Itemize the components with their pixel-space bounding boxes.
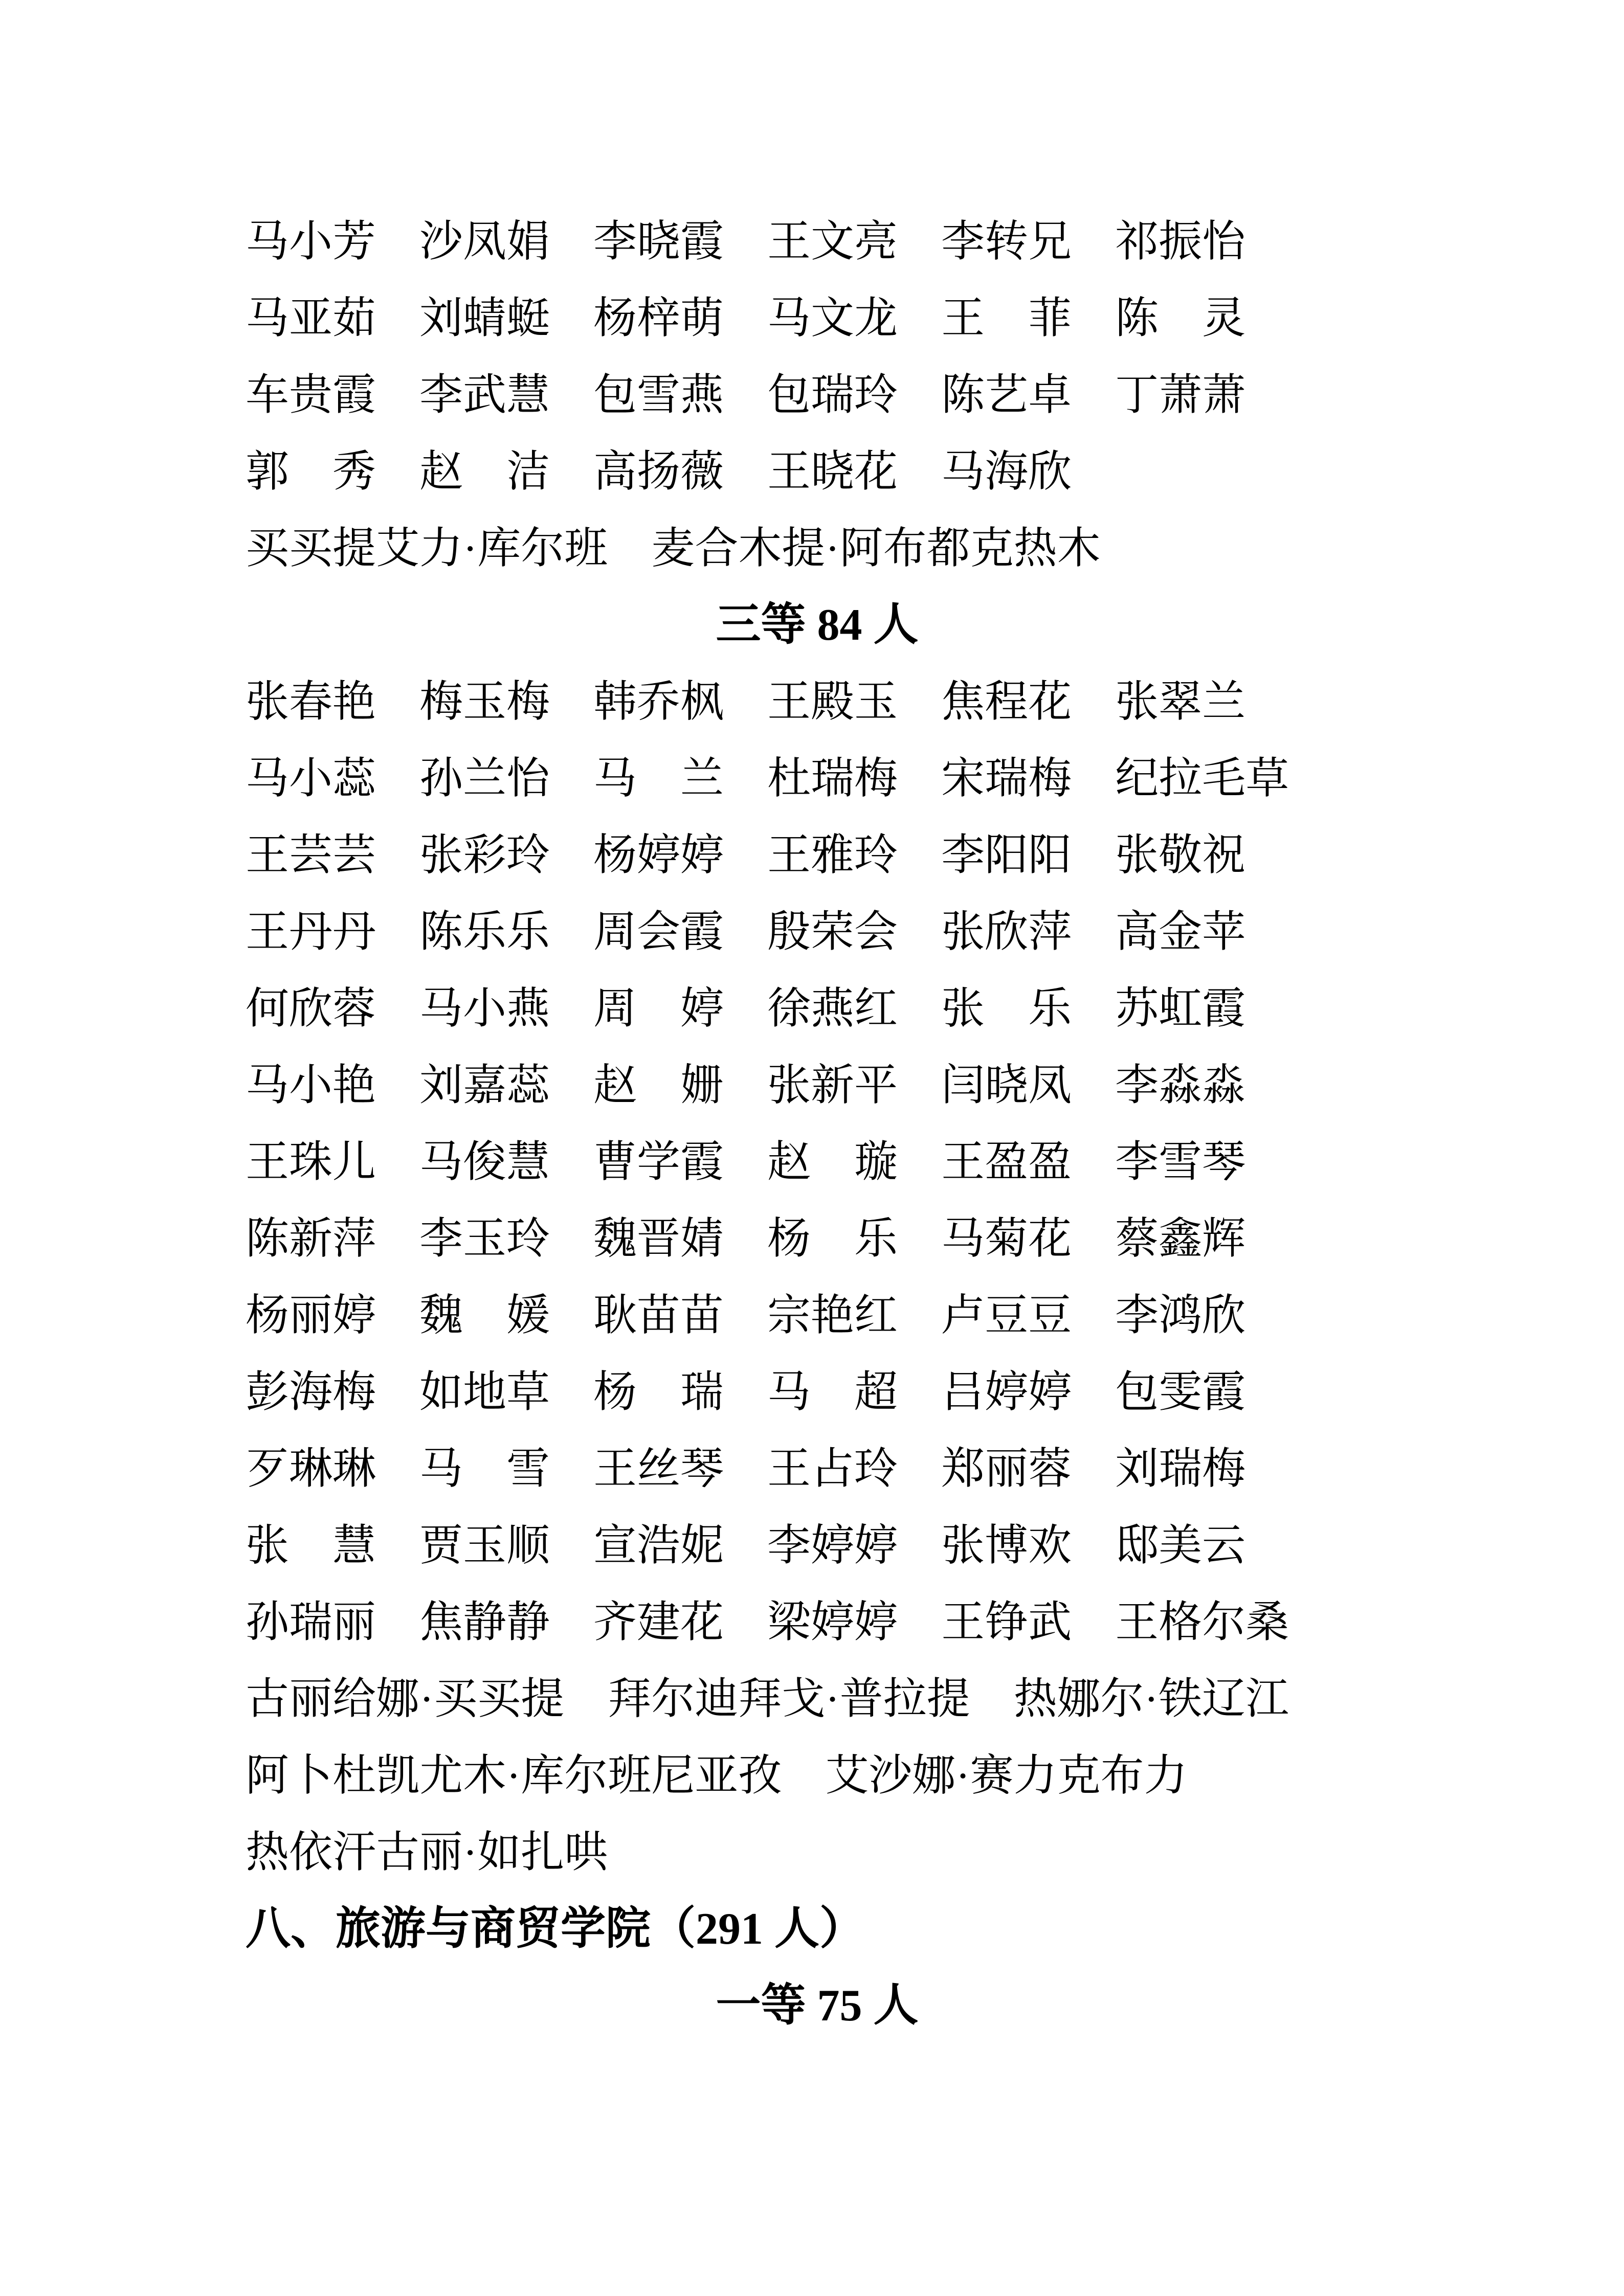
person-name: 赵 姗 bbox=[593, 1062, 724, 1110]
person-name: 刘瑞梅 bbox=[1115, 1445, 1246, 1493]
person-name: 魏晋婧 bbox=[593, 1215, 724, 1263]
person-name: 马小蕊 bbox=[246, 755, 376, 803]
name-row bbox=[246, 1354, 1389, 1431]
person-name: 张 乐 bbox=[941, 985, 1072, 1033]
person-name: 韩乔枫 bbox=[593, 678, 724, 726]
person-name: 王文亮 bbox=[767, 218, 898, 266]
person-name: 王雅玲 bbox=[767, 831, 898, 880]
person-name: 张博欢 bbox=[941, 1522, 1072, 1570]
person-name: 麦合木提·阿布都克热木 bbox=[651, 525, 1101, 573]
person-name: 王铮武 bbox=[941, 1599, 1072, 1647]
person-name: 马小芳 bbox=[246, 218, 376, 266]
person-name: 李雪琴 bbox=[1115, 1138, 1246, 1186]
person-name: 热依汗古丽·如扎哄 bbox=[246, 1829, 608, 1877]
person-name: 丁萧萧 bbox=[1115, 371, 1246, 419]
person-name: 蔡鑫辉 bbox=[1115, 1215, 1246, 1263]
person-name: 王 菲 bbox=[941, 295, 1072, 343]
person-name: 李阳阳 bbox=[941, 831, 1072, 880]
person-name: 赵 洁 bbox=[419, 448, 550, 496]
name-row bbox=[246, 1738, 1389, 1814]
person-name: 王格尔桑 bbox=[1115, 1599, 1289, 1647]
grade-three-name-list bbox=[246, 664, 1389, 1891]
person-name: 拜尔迪拜戈·普拉提 bbox=[608, 1675, 970, 1723]
name-row bbox=[246, 1584, 1389, 1661]
person-name: 宣浩妮 bbox=[593, 1522, 724, 1570]
person-name: 张翠兰 bbox=[1115, 678, 1246, 726]
person-name: 殷荣会 bbox=[767, 908, 898, 956]
person-name: 李婷婷 bbox=[767, 1522, 898, 1570]
person-name: 沙凤娟 bbox=[419, 218, 550, 266]
person-name: 马 兰 bbox=[593, 755, 724, 803]
person-name: 马小艳 bbox=[246, 1062, 376, 1110]
person-name: 焦程花 bbox=[941, 678, 1072, 726]
name-row bbox=[246, 971, 1389, 1047]
name-row bbox=[246, 1507, 1389, 1584]
person-name: 何欣蓉 bbox=[246, 985, 376, 1033]
name-row bbox=[246, 894, 1389, 971]
person-name: 耿苗苗 bbox=[593, 1292, 724, 1340]
person-name: 王丝琴 bbox=[593, 1445, 724, 1493]
person-name: 李晓霞 bbox=[593, 218, 724, 266]
person-name: 宋瑞梅 bbox=[941, 755, 1072, 803]
person-name: 马 超 bbox=[767, 1368, 898, 1416]
person-name: 杨丽婷 bbox=[246, 1292, 376, 1340]
person-name: 周 婷 bbox=[593, 985, 724, 1033]
name-row bbox=[246, 1047, 1389, 1124]
name-row bbox=[246, 1201, 1389, 1277]
person-name: 马俊慧 bbox=[419, 1138, 550, 1186]
person-name: 李转兄 bbox=[941, 218, 1072, 266]
person-name: 焦静静 bbox=[419, 1599, 550, 1647]
person-name: 王丹丹 bbox=[246, 908, 376, 956]
name-row bbox=[246, 1431, 1389, 1507]
person-name: 杜瑞梅 bbox=[767, 755, 898, 803]
person-name: 纪拉毛草 bbox=[1115, 755, 1289, 803]
name-row bbox=[246, 1661, 1389, 1738]
person-name: 马 雪 bbox=[419, 1445, 550, 1493]
person-name: 张欣萍 bbox=[941, 908, 1072, 956]
person-name: 孙兰怡 bbox=[419, 755, 550, 803]
person-name: 王珠儿 bbox=[246, 1138, 376, 1186]
name-row bbox=[246, 817, 1389, 894]
person-name: 孙瑞丽 bbox=[246, 1599, 376, 1647]
person-name: 热娜尔·铁辽江 bbox=[1013, 1675, 1289, 1723]
person-name: 吕婷婷 bbox=[941, 1368, 1072, 1416]
person-name: 张 慧 bbox=[246, 1522, 376, 1570]
person-name: 高扬薇 bbox=[593, 448, 724, 496]
person-name: 彭海梅 bbox=[246, 1368, 376, 1416]
person-name: 包雯霞 bbox=[1115, 1368, 1246, 1416]
name-row bbox=[246, 1814, 1389, 1891]
person-name: 宗艳红 bbox=[767, 1292, 898, 1340]
person-name: 杨 乐 bbox=[767, 1215, 898, 1263]
person-name: 马亚茹 bbox=[246, 295, 376, 343]
person-name: 郭 秀 bbox=[246, 448, 376, 496]
person-name: 曹学霞 bbox=[593, 1138, 724, 1186]
person-name: 马文龙 bbox=[767, 295, 898, 343]
grade-three-heading: 三等 84 人 bbox=[716, 600, 919, 650]
person-name: 高金苹 bbox=[1115, 908, 1246, 956]
person-name: 闫晓凤 bbox=[941, 1062, 1072, 1110]
name-row bbox=[246, 1277, 1389, 1354]
person-name: 包瑞玲 bbox=[767, 371, 898, 419]
name-row bbox=[246, 204, 1389, 280]
person-name: 古丽给娜·买买提 bbox=[246, 1675, 565, 1723]
person-name: 郑丽蓉 bbox=[941, 1445, 1072, 1493]
person-name: 马海欣 bbox=[941, 448, 1072, 496]
person-name: 梁婷婷 bbox=[767, 1599, 898, 1647]
person-name: 徐燕红 bbox=[767, 985, 898, 1033]
person-name: 李淼淼 bbox=[1115, 1062, 1246, 1110]
grade-one-heading: 一等 75 人 bbox=[716, 1981, 919, 2031]
person-name: 歹琳琳 bbox=[246, 1445, 376, 1493]
person-name: 张彩玲 bbox=[419, 831, 550, 880]
person-name: 李玉玲 bbox=[419, 1215, 550, 1263]
person-name: 赵 璇 bbox=[767, 1138, 898, 1186]
person-name: 贾玉顺 bbox=[419, 1522, 550, 1570]
name-row bbox=[246, 280, 1389, 357]
person-name: 李武慧 bbox=[419, 371, 550, 419]
person-name: 周会霞 bbox=[593, 908, 724, 956]
person-name: 买买提艾力·库尔班 bbox=[246, 525, 608, 573]
person-name: 陈新萍 bbox=[246, 1215, 376, 1263]
person-name: 杨梓萌 bbox=[593, 295, 724, 343]
person-name: 张春艳 bbox=[246, 678, 376, 726]
person-name: 陈艺卓 bbox=[941, 371, 1072, 419]
person-name: 阿卜杜凯尤木·库尔班尼亚孜 bbox=[246, 1752, 782, 1800]
person-name: 车贵霞 bbox=[246, 371, 376, 419]
name-row bbox=[246, 1124, 1389, 1201]
person-name: 马菊花 bbox=[941, 1215, 1072, 1263]
person-name: 如地草 bbox=[419, 1368, 550, 1416]
person-name: 王殿玉 bbox=[767, 678, 898, 726]
person-name: 王盈盈 bbox=[941, 1138, 1072, 1186]
name-row bbox=[246, 510, 1389, 587]
name-row bbox=[246, 740, 1389, 817]
person-name: 陈 灵 bbox=[1115, 295, 1246, 343]
grade-two-name-list bbox=[246, 204, 1389, 587]
person-name: 刘嘉蕊 bbox=[419, 1062, 550, 1110]
person-name: 梅玉梅 bbox=[419, 678, 550, 726]
person-name: 艾沙娜·赛力克布力 bbox=[825, 1752, 1188, 1800]
person-name: 祁振怡 bbox=[1115, 218, 1246, 266]
person-name: 王芸芸 bbox=[246, 831, 376, 880]
person-name: 马小燕 bbox=[419, 985, 550, 1033]
person-name: 魏 媛 bbox=[419, 1292, 550, 1340]
person-name: 包雪燕 bbox=[593, 371, 724, 419]
person-name: 杨 瑞 bbox=[593, 1368, 724, 1416]
person-name: 李鸿欣 bbox=[1115, 1292, 1246, 1340]
section-eight-heading: 八、旅游与商贸学院（291 人） bbox=[246, 1904, 865, 1954]
person-name: 王晓花 bbox=[767, 448, 898, 496]
person-name: 张新平 bbox=[767, 1062, 898, 1110]
person-name: 卢豆豆 bbox=[941, 1292, 1072, 1340]
person-name: 邸美云 bbox=[1115, 1522, 1246, 1570]
person-name: 杨婷婷 bbox=[593, 831, 724, 880]
name-row bbox=[246, 357, 1389, 434]
person-name: 陈乐乐 bbox=[419, 908, 550, 956]
person-name: 刘蜻蜓 bbox=[419, 295, 550, 343]
person-name: 王占玲 bbox=[767, 1445, 898, 1493]
name-row bbox=[246, 434, 1389, 510]
person-name: 苏虹霞 bbox=[1115, 985, 1246, 1033]
person-name: 张敬祝 bbox=[1115, 831, 1246, 880]
name-row bbox=[246, 664, 1389, 740]
person-name: 齐建花 bbox=[593, 1599, 724, 1647]
